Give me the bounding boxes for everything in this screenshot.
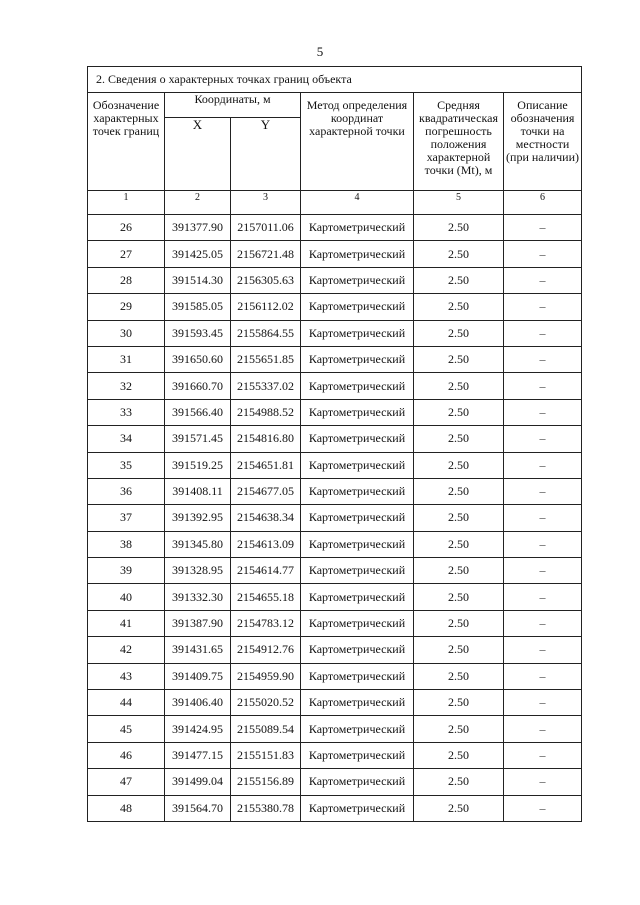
point-id-cell: 29 [88,294,165,320]
coordinate-x-cell: 391345.80 [165,531,231,557]
coordinate-x-cell: 391328.95 [165,558,231,584]
header-description: Описание обозначения точки на местности (при наличии) [504,93,582,191]
coordinate-y-cell: 2154912.76 [231,637,301,663]
method-cell: Картометрический [301,610,414,636]
error-cell: 2.50 [414,294,504,320]
coordinate-x-cell: 391660.70 [165,373,231,399]
coordinate-x-cell: 391424.95 [165,716,231,742]
coordinate-x-cell: 391566.40 [165,399,231,425]
coordinate-x-cell: 391585.05 [165,294,231,320]
point-id-cell: 34 [88,426,165,452]
header-y: Y [231,118,301,191]
description-cell: – [504,346,582,372]
column-number: 6 [504,191,582,215]
table-row [88,584,582,610]
method-cell: Картометрический [301,795,414,821]
method-cell: Картометрический [301,452,414,478]
point-id-cell: 30 [88,320,165,346]
description-cell: – [504,769,582,795]
coordinate-x-cell: 391387.90 [165,610,231,636]
error-cell: 2.50 [414,267,504,293]
coordinate-y-cell: 2155651.85 [231,346,301,372]
coordinate-x-cell: 391564.70 [165,795,231,821]
coordinate-x-cell: 391406.40 [165,690,231,716]
description-cell: – [504,637,582,663]
table-row [88,637,582,663]
method-cell: Картометрический [301,531,414,557]
description-cell: – [504,320,582,346]
coordinate-x-cell: 391425.05 [165,241,231,267]
table-row [88,241,582,267]
table-body [88,215,582,822]
error-cell: 2.50 [414,769,504,795]
table-row [88,690,582,716]
point-id-cell: 46 [88,742,165,768]
error-cell: 2.50 [414,584,504,610]
description-cell: – [504,690,582,716]
error-cell: 2.50 [414,663,504,689]
coordinate-y-cell: 2155151.83 [231,742,301,768]
point-id-cell: 40 [88,584,165,610]
page-number: 5 [316,44,324,59]
method-cell: Картометрический [301,742,414,768]
column-number: 1 [88,191,165,215]
error-cell: 2.50 [414,426,504,452]
point-id-cell: 47 [88,769,165,795]
table-row [88,505,582,531]
point-id-cell: 44 [88,690,165,716]
point-id-cell: 26 [88,215,165,241]
error-cell: 2.50 [414,795,504,821]
coordinate-y-cell: 2155020.52 [231,690,301,716]
table-row [88,426,582,452]
point-id-cell: 48 [88,795,165,821]
point-id-cell: 39 [88,558,165,584]
coordinate-x-cell: 391408.11 [165,478,231,504]
point-id-cell: 27 [88,241,165,267]
error-cell: 2.50 [414,320,504,346]
table-row [88,452,582,478]
coordinate-y-cell: 2154783.12 [231,610,301,636]
table-row [88,716,582,742]
header-method: Метод определения координат характерной точки [301,93,414,191]
error-cell: 2.50 [414,558,504,584]
description-cell: – [504,373,582,399]
column-number: 5 [414,191,504,215]
table-row [88,267,582,293]
description-cell: – [504,716,582,742]
point-id-cell: 38 [88,531,165,557]
coordinate-y-cell: 2155864.55 [231,320,301,346]
method-cell: Картометрический [301,663,414,689]
coordinate-y-cell: 2155089.54 [231,716,301,742]
coordinate-y-cell: 2154816.80 [231,426,301,452]
description-cell: – [504,267,582,293]
error-cell: 2.50 [414,610,504,636]
table-row [88,795,582,821]
table-row [88,742,582,768]
coordinate-x-cell: 391499.04 [165,769,231,795]
coordinate-y-cell: 2156112.02 [231,294,301,320]
method-cell: Картометрический [301,584,414,610]
method-cell: Картометрический [301,769,414,795]
coordinate-x-cell: 391593.45 [165,320,231,346]
description-cell: – [504,478,582,504]
description-cell: – [504,294,582,320]
method-cell: Картометрический [301,346,414,372]
description-cell: – [504,399,582,425]
point-id-cell: 33 [88,399,165,425]
header-error: Средняя квадратическая погрешность положения характерной точки (Mt), м [414,93,504,191]
method-cell: Картометрический [301,373,414,399]
method-cell: Картометрический [301,690,414,716]
table-row [88,610,582,636]
coordinate-x-cell: 391431.65 [165,637,231,663]
error-cell: 2.50 [414,716,504,742]
coordinate-x-cell: 391519.25 [165,452,231,478]
coordinate-y-cell: 2155337.02 [231,373,301,399]
coordinate-y-cell: 2154614.77 [231,558,301,584]
error-cell: 2.50 [414,452,504,478]
method-cell: Картометрический [301,558,414,584]
table-row [88,215,582,241]
point-id-cell: 41 [88,610,165,636]
point-id-cell: 32 [88,373,165,399]
error-cell: 2.50 [414,690,504,716]
description-cell: – [504,584,582,610]
coordinate-y-cell: 2157011.06 [231,215,301,241]
description-cell: – [504,426,582,452]
method-cell: Картометрический [301,478,414,504]
point-id-cell: 35 [88,452,165,478]
coordinate-y-cell: 2154655.18 [231,584,301,610]
description-cell: – [504,795,582,821]
table-row [88,399,582,425]
boundary-points-table [87,66,582,822]
coordinate-y-cell: 2154677.05 [231,478,301,504]
method-cell: Картометрический [301,215,414,241]
point-id-cell: 37 [88,505,165,531]
coordinate-y-cell: 2154638.34 [231,505,301,531]
section-title: 2. Сведения о характерных точках границ объекта [88,67,582,93]
method-cell: Картометрический [301,294,414,320]
coordinate-y-cell: 2154959.90 [231,663,301,689]
description-cell: – [504,215,582,241]
error-cell: 2.50 [414,637,504,663]
description-cell: – [504,452,582,478]
coordinate-y-cell: 2156721.48 [231,241,301,267]
table-row [88,320,582,346]
header-coordinates: Координаты, м [165,93,301,118]
error-cell: 2.50 [414,346,504,372]
table-row [88,531,582,557]
method-cell: Картометрический [301,637,414,663]
description-cell: – [504,558,582,584]
coordinate-x-cell: 391514.30 [165,267,231,293]
coordinate-y-cell: 2154651.81 [231,452,301,478]
coordinate-y-cell: 2154988.52 [231,399,301,425]
column-number: 3 [231,191,301,215]
method-cell: Картометрический [301,716,414,742]
coordinate-x-cell: 391377.90 [165,215,231,241]
point-id-cell: 28 [88,267,165,293]
coordinate-y-cell: 2154613.09 [231,531,301,557]
description-cell: – [504,531,582,557]
method-cell: Картометрический [301,505,414,531]
description-cell: – [504,742,582,768]
column-number-row [88,191,582,215]
point-id-cell: 43 [88,663,165,689]
error-cell: 2.50 [414,399,504,425]
error-cell: 2.50 [414,505,504,531]
table-row [88,663,582,689]
error-cell: 2.50 [414,241,504,267]
table-row [88,478,582,504]
coordinate-y-cell: 2155156.89 [231,769,301,795]
method-cell: Картометрический [301,426,414,452]
description-cell: – [504,241,582,267]
table-row [88,558,582,584]
error-cell: 2.50 [414,531,504,557]
point-id-cell: 31 [88,346,165,372]
point-id-cell: 36 [88,478,165,504]
coordinate-y-cell: 2156305.63 [231,267,301,293]
coordinate-x-cell: 391392.95 [165,505,231,531]
method-cell: Картометрический [301,399,414,425]
header-x: X [165,118,231,191]
description-cell: – [504,505,582,531]
column-number: 4 [301,191,414,215]
header-designation: Обозначение характерных точек границ [88,93,165,191]
method-cell: Картометрический [301,320,414,346]
coordinate-y-cell: 2155380.78 [231,795,301,821]
error-cell: 2.50 [414,215,504,241]
method-cell: Картометрический [301,241,414,267]
coordinate-x-cell: 391332.30 [165,584,231,610]
point-id-cell: 42 [88,637,165,663]
description-cell: – [504,663,582,689]
method-cell: Картометрический [301,267,414,293]
description-cell: – [504,610,582,636]
point-id-cell: 45 [88,716,165,742]
table-row [88,294,582,320]
table-row [88,769,582,795]
coordinate-x-cell: 391477.15 [165,742,231,768]
error-cell: 2.50 [414,373,504,399]
error-cell: 2.50 [414,478,504,504]
table-row [88,373,582,399]
column-number: 2 [165,191,231,215]
coordinate-x-cell: 391571.45 [165,426,231,452]
coordinate-x-cell: 391409.75 [165,663,231,689]
table-row [88,346,582,372]
coordinate-x-cell: 391650.60 [165,346,231,372]
error-cell: 2.50 [414,742,504,768]
